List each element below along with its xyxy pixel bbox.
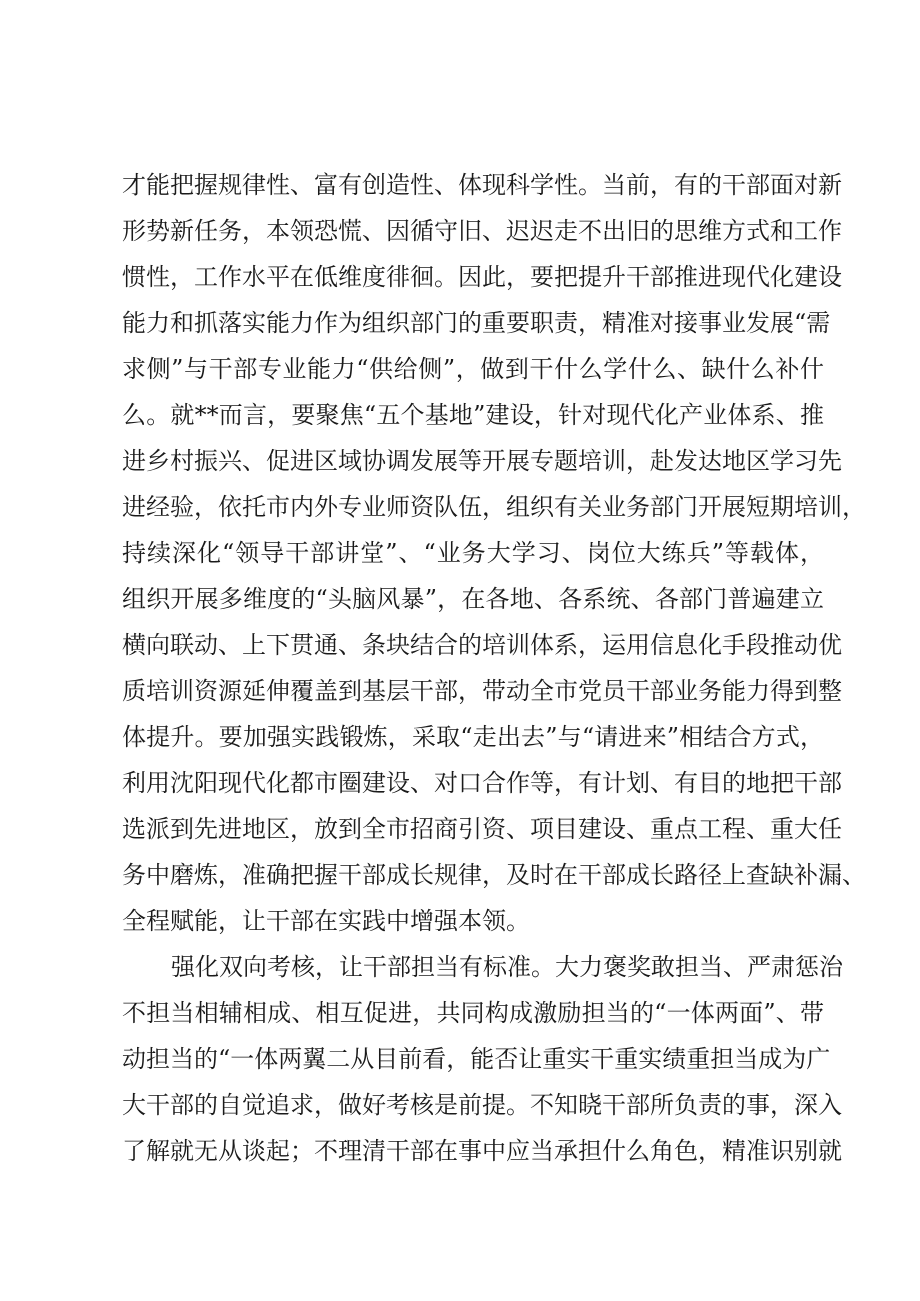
text-line: 惯性，工作水平在低维度徘徊。因此，要把提升干部推进现代化建设 bbox=[122, 263, 842, 291]
text-line: 进经验，依托市内外专业师资队伍，组织有关业务部门开展短期培训， bbox=[122, 493, 866, 521]
text-line: 形势新任务，本领恐慌、因循守旧、迟迟走不出旧的思维方式和工作 bbox=[122, 217, 842, 245]
paragraph-1 bbox=[122, 162, 866, 944]
text-line: 进乡村振兴、促进区域协调发展等开展专题培训，赴发达地区学习先 bbox=[122, 447, 842, 475]
text-line: 横向联动、上下贯通、条块结合的培训体系，运用信息化手段推动优 bbox=[122, 631, 842, 659]
text-line: 务中磨炼，准确把握干部成长规律，及时在干部成长路径上查缺补漏、 bbox=[122, 861, 866, 889]
text-line: 大干部的自觉追求，做好考核是前提。不知晓干部所负责的事，深入 bbox=[122, 1091, 842, 1119]
text-line: 组织开展多维度的“头脑风暴”，在各地、各系统、各部门普遍建立 bbox=[122, 585, 824, 613]
text-line: 能力和抓落实能力作为组织部门的重要职责，精准对接事业发展“需 bbox=[122, 309, 831, 337]
text-line: 么。就**而言，要聚焦“五个基地”建设，针对现代化产业体系、推 bbox=[122, 401, 824, 429]
text-line: 动担当的“一体两翼二从目前看，能否让重实干重实绩重担当成为广 bbox=[122, 1045, 831, 1073]
text-line: 体提升。要加强实践锻炼，采取“走出去”与“请进来”相结合方式， bbox=[122, 723, 824, 751]
text-line: 全程赋能，让干部在实践中增强本领。 bbox=[122, 907, 530, 935]
text-line: 才能把握规律性、富有创造性、体现科学性。当前，有的干部面对新 bbox=[122, 171, 842, 199]
text-line: 强化双向考核，让干部担当有标准。大力褒奖敢担当、严肃惩治 bbox=[171, 953, 843, 981]
text-line: 利用沈阳现代化都市圈建设、对口合作等，有计划、有目的地把干部 bbox=[122, 769, 842, 797]
text-line: 质培训资源延伸覆盖到基层干部，带动全市党员干部业务能力得到整 bbox=[122, 677, 842, 705]
paragraph-2 bbox=[122, 944, 843, 1174]
text-line: 选派到先进地区，放到全市招商引资、项目建设、重点工程、重大任 bbox=[122, 815, 842, 843]
text-line: 不担当相辅相成、相互促进，共同构成激励担当的“一体两面”、带 bbox=[122, 999, 824, 1027]
text-line: 了解就无从谈起；不理清干部在事中应当承担什么角色，精准识别就 bbox=[122, 1137, 842, 1165]
document-body bbox=[122, 162, 866, 1174]
text-line: 求侧”与干部专业能力“供给侧”，做到干什么学什么、缺什么补什 bbox=[122, 355, 824, 383]
text-line: 持续深化“领导干部讲堂”、“业务大学习、岗位大练兵”等载体， bbox=[122, 539, 824, 567]
